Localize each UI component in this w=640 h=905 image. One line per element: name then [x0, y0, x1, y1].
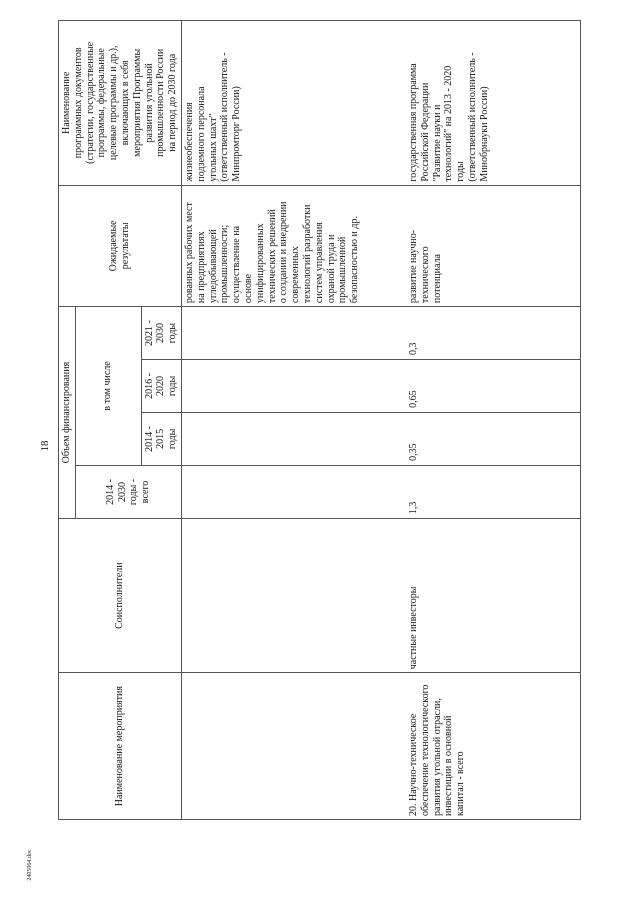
cell-total: 1,3 — [406, 465, 581, 518]
header-total: 2014 - 2030 годы - всего — [75, 465, 181, 518]
cell-period-2021-2030 — [181, 307, 406, 360]
header-event-name: Наименование мероприятия — [59, 673, 182, 820]
cell-event-name — [181, 673, 406, 820]
header-including: в том числе — [75, 307, 141, 466]
header-period-2014-2015: 2014 - 2015 годы — [141, 412, 181, 465]
cell-co-executors: частные инвесторы — [406, 519, 581, 673]
cell-program-docs: государственная программа Российской Федерации "Развитие науки и технологий" на 2013 - 2020 годы (ответственный исполнитель - Минобрнауки России) — [406, 21, 581, 186]
table-container — [58, 20, 598, 820]
header-expected-results: Ожидаемые результаты — [59, 185, 182, 306]
header-program-docs: Наименование программных документов (стратегии, государственные программы, федеральные целевые программы и др.), включающих в себя мероприятия Программы развития угольной промышленности России на период до 2030 года — [59, 21, 182, 186]
table-header — [59, 21, 182, 820]
header-funding-volume: Объем финансирования — [59, 307, 76, 519]
cell-period-2016-2020: 0,65 — [406, 360, 581, 413]
cell-period-2021-2030: 0,3 — [406, 307, 581, 360]
header-period-2016-2020: 2016 - 2020 годы — [141, 360, 181, 413]
cell-total — [181, 465, 406, 518]
events-table — [58, 20, 581, 820]
cell-expected-results: развитие научно- технического потенциала — [406, 185, 581, 306]
header-period-2021-2030: 2021 - 2030 годы — [141, 307, 181, 360]
cell-period-2014-2015 — [181, 412, 406, 465]
header-co-executors: Соисполнители — [59, 519, 182, 673]
cell-period-2016-2020 — [181, 360, 406, 413]
table-row — [406, 21, 581, 820]
footer-file-id: 2405064.doc — [27, 849, 33, 881]
page-number: 18 — [39, 440, 51, 452]
cell-period-2014-2015: 0,35 — [406, 412, 581, 465]
table-row — [181, 21, 406, 820]
cell-expected-results: рованных рабочих мест на предприятиях угледобывающей промышленности; осуществление на основе унифицированных технических решений о создании и внедрении современных технологий разработки систем управления охраной труда и промышленной безопасностью и др. — [181, 185, 406, 306]
cell-co-executors — [181, 519, 406, 673]
cell-program-docs: жизнеобеспечения подземного персонала угольных шахт" (ответственный исполнитель - Минпромторг России) — [181, 21, 406, 186]
cell-event-name: 20. Научно-техническое обеспечение технологического развития угольной отрасли, инвестиции в основной капитал - всего — [406, 673, 581, 820]
